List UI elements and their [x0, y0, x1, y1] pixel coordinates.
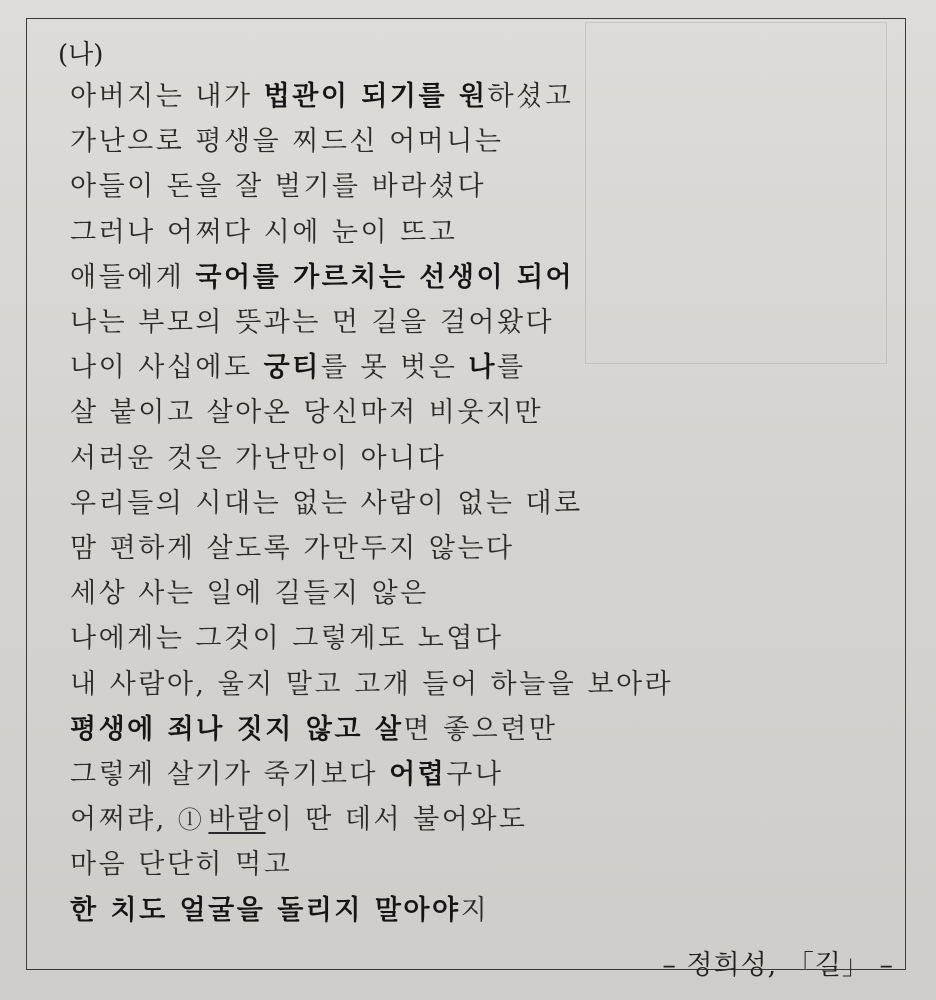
- line-text: 구나: [446, 759, 504, 790]
- circled-marker: ⓛ: [177, 806, 205, 835]
- line-text: 면 좋으련만: [403, 713, 558, 745]
- poem-line: [70, 74, 573, 113]
- bold-phrase: 나: [468, 352, 498, 384]
- poem-line: [70, 210, 457, 249]
- line-text: 이 딴 데서 불어와도: [265, 804, 528, 836]
- poem-line: [70, 300, 554, 339]
- line-text: 그렇게 살기가 죽기보다: [70, 759, 390, 790]
- poem-line: [70, 436, 446, 475]
- poem-line: [70, 119, 503, 158]
- line-text: 그러나 어쩌다 시에 눈이 뜨고: [70, 216, 458, 248]
- line-text: 내 사람아, 울지 말고 고개 들어 하늘을 보아라: [70, 668, 674, 700]
- poem-line: [70, 616, 503, 655]
- poem-line: [70, 752, 503, 791]
- line-text: 나이 사십에도: [70, 352, 264, 384]
- poem-line: [70, 797, 528, 836]
- bold-phrase: 평생에 죄나 짓지 않고 살: [70, 713, 404, 745]
- bold-phrase: 궁티: [263, 352, 321, 384]
- poem-line: [70, 481, 583, 520]
- line-text: 를: [497, 352, 526, 384]
- line-text: 아버지는 내가: [70, 81, 264, 112]
- line-text: 맘 편하게 살도록 가만두지 않는다: [70, 533, 515, 564]
- line-text: 가난으로 평생을 찌드신 어머니는: [70, 126, 504, 158]
- poem-line: [70, 707, 557, 746]
- bold-phrase: 국어를 가르치는 선생이 되어: [195, 261, 575, 293]
- line-text: 하셨고: [487, 81, 574, 112]
- line-text: 마음 단단히 먹고: [70, 849, 293, 881]
- underlined-phrase: 바람: [208, 804, 266, 836]
- line-text: 나에게는 그것이 그렇게도 노엽다: [70, 623, 504, 655]
- poem-line: [70, 390, 543, 429]
- line-text: 우리들의 시대는 없는 사람이 없는 대로: [70, 487, 583, 519]
- poem-line: [70, 345, 526, 384]
- line-text: 세상 사는 일에 길들지 않은: [70, 578, 429, 610]
- line-text: 애들에게: [70, 261, 196, 293]
- poem-source: – 정희성, 「길」 –: [662, 950, 894, 981]
- poem-line: [70, 842, 292, 881]
- poem-line: [70, 164, 486, 203]
- section-label: (나): [58, 40, 104, 70]
- bold-phrase: 한 치도 얼굴을 돌리지 말아야: [70, 894, 461, 926]
- line-text: 나는 부모의 뜻과는 먼 길을 걸어왔다: [70, 307, 555, 338]
- line-text: 지: [460, 894, 490, 926]
- line-text: 를 못 벗은: [320, 352, 469, 384]
- line-text: 서러운 것은 가난만이 아니다: [70, 442, 447, 474]
- poem-line: [70, 255, 574, 294]
- line-text: 살 붙이고 살아온 당신마저 비웃지만: [70, 397, 544, 429]
- bold-phrase: 어렵: [389, 759, 447, 790]
- bold-phrase: 법관이 되기를 원: [263, 81, 488, 112]
- poem-line: [70, 526, 514, 565]
- line-text: 어쩌랴,: [70, 804, 178, 836]
- poem-line: [70, 571, 429, 610]
- poem-line: [70, 662, 673, 701]
- poem-line: [70, 888, 489, 927]
- line-text: 아들이 돈을 잘 벌기를 바라셨다: [70, 171, 486, 203]
